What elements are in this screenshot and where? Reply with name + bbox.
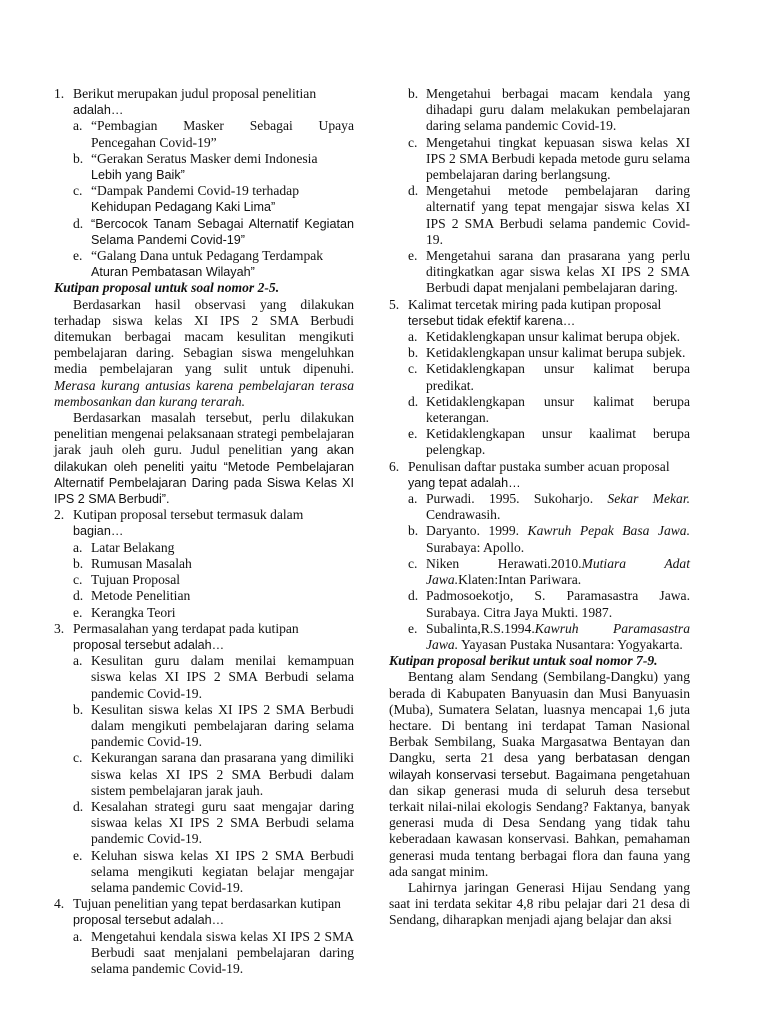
question-1 — [54, 86, 354, 118]
option-text: Tujuan Proposal — [91, 572, 181, 588]
option-text: Mengetahui tingkat kepuasan siswa kelas XI IPS 2 SMA Berbudi kepada metode guru selama pembelajaran daring berlangsung. — [426, 134, 690, 183]
question-stem: Berikut merupakan judul proposal penelitian — [73, 86, 317, 101]
option-letter: b. — [408, 523, 419, 539]
option-text: Ketidaklengkapan unsur kalimat berupa predikat. — [426, 361, 690, 393]
question-stem-cont: yang tepat adalah… — [408, 475, 521, 490]
option-letter: d. — [73, 215, 84, 231]
option-3a — [73, 653, 354, 702]
option-4c — [408, 135, 690, 184]
option-text: Ketidaklengkapan unsur kalimat berupa subjek. — [426, 345, 686, 361]
passage-text-b: Bagaimana pengetahuan dan sikap generasi muda di seluruh desa tersebut terkait nilai-nilai ekologis Sendang? Faktanya, banyak generasi muda di Desa Sendang yang tidak tahu keberadaan kawasan konservasi. Bahkan, pemahaman generasi muda tentang berbagai flora dan fauna yang ada sangat minim. — [389, 766, 690, 879]
option-letter: c. — [408, 555, 418, 571]
option-text: Mengetahui kendala siswa kelas XI IPS 2 SMA Berbudi saat menjalani pembelajaran daring selama pandemic Covid-19. — [91, 928, 354, 976]
reference-publisher: Yayasan Pustaka Nusantara: Yogyakarta. — [461, 636, 683, 652]
option-2c — [73, 572, 354, 588]
option-5b — [408, 345, 690, 361]
question-number: 4. — [54, 896, 65, 912]
option-3e — [73, 848, 354, 897]
question-number: 6. — [389, 458, 400, 474]
question-stem-cont: proposal tersebut adalah… — [73, 637, 225, 652]
quote-text: Berdasarkan masalah tersebut, perlu dilakukan penelitian mengenai pelaksanaan strategi pembelajaran jarak jauh oleh guru. Judul penelitian — [54, 410, 354, 458]
option-5a — [408, 329, 690, 345]
option-text: Ketidaklengkapan unsur kaalimat berupa pelengkap. — [426, 426, 690, 458]
option-letter: a. — [73, 539, 83, 555]
quote-paragraph-2 — [54, 410, 354, 507]
reference-title: Mutiara Adat Jawa. — [426, 555, 690, 588]
option-letter: e. — [73, 847, 83, 863]
option-letter: c. — [73, 183, 83, 199]
reference-publisher: Surabaya: Apollo. — [426, 539, 525, 555]
option-1d — [73, 216, 354, 248]
reference-title: Sekar Mekar. — [607, 491, 690, 507]
option-text: Mengetahui sarana dan prasarana yang perlu ditingkatkan agar siswa kelas XI IPS 2 SMA Berbudi dapat menjalani pembelajaran daring. — [426, 248, 690, 296]
option-text: Kesalahan strategi guru saat mengajar daring siswaa kelas XI IPS 2 SMA Berbudi selama pandemic Covid-19. — [91, 798, 354, 847]
reference-publisher: Klaten:Intan Pariwara. — [458, 572, 582, 588]
reference-title: Kawruh Paramasastra Jawa. — [426, 620, 690, 652]
option-3d — [73, 799, 354, 848]
question-4 — [54, 896, 354, 928]
option-text: Ketidaklengkapan unsur kalimat berupa objek. — [426, 329, 681, 345]
option-letter: e. — [73, 604, 83, 620]
passage-paragraph-1 — [389, 669, 690, 880]
quote-paragraph-1 — [54, 297, 354, 410]
question-stem: Tujuan penelitian yang tepat berdasarkan kutipan — [73, 896, 341, 912]
passage-text-cont: yang berbatasan dengan wilayah konservasi tersebut. — [389, 751, 690, 782]
option-letter: d. — [408, 588, 419, 604]
option-letter: a. — [73, 653, 83, 669]
option-letter: e. — [73, 248, 83, 264]
question-number: 3. — [54, 620, 65, 636]
quote-text-cont: yang akan dilakukan oleh peneliti yaitu “Metode Pembelajaran Alternatif Pembelajaran Daring pada Siswa Kelas XI IPS 2 SMA Berbudi”. — [54, 443, 354, 507]
question-stem: Permasalahan yang terdapat pada kutipan — [73, 620, 299, 636]
quote-heading-7-9: Kutipan proposal berikut untuk soal nomor 7-9. — [389, 653, 658, 669]
option-3c — [73, 750, 354, 799]
option-1a — [73, 118, 354, 150]
question-stem: Kalimat tercetak miring pada kutipan proposal — [408, 296, 662, 312]
option-letter: b. — [408, 345, 419, 361]
option-5c — [408, 361, 690, 393]
option-text: Rumusan Masalah — [91, 555, 192, 571]
option-text: Metode Penelitian — [91, 588, 191, 604]
option-letter: a. — [73, 118, 83, 134]
reference-publisher: Cendrawasih. — [426, 507, 501, 523]
question-stem: Penulisan daftar pustaka sumber acuan proposal — [408, 458, 670, 474]
option-text: Keluhan siswa kelas XI IPS 2 SMA Berbudi selama mengikuti kegiatan belajar mengajar selama pandemic Covid-19. — [91, 847, 354, 895]
option-text: Mengetahui berbagai macam kendala yang dihadapi guru dalam melakukan pembelajaran daring selama pandemic Covid-19. — [426, 86, 690, 134]
question-3 — [54, 621, 354, 653]
question-stem-cont: bagian… — [73, 524, 124, 539]
option-1c — [73, 183, 354, 215]
reference-text: Daryanto. 1999. — [426, 523, 520, 539]
option-6a — [408, 491, 690, 523]
option-2b — [73, 556, 354, 572]
option-text: Kesulitan siswa kelas XI IPS 2 SMA Berbudi dalam mengikuti pembelajaran daring selama pandemic Covid-19. — [91, 701, 354, 750]
option-6d — [408, 588, 690, 620]
reference-text: Purwadi. 1995. Sukoharjo. — [426, 491, 594, 507]
option-letter: d. — [73, 798, 84, 814]
option-letter: d. — [408, 183, 419, 199]
option-text: Latar Belakang — [91, 539, 175, 555]
option-letter: e. — [408, 620, 418, 636]
option-text: Kesulitan guru dalam menilai kemampuan siswa kelas XI IPS 2 SMA Berbudi selama pandemic Covid-19. — [91, 653, 354, 701]
option-letter: b. — [73, 150, 84, 166]
question-number: 2. — [54, 507, 65, 523]
option-text-cont: Lebih yang Baik” — [91, 168, 185, 183]
reference-text: Subalinta,R.S.1994. — [426, 620, 535, 636]
option-text: Ketidaklengkapan unsur kalimat berupa keterangan. — [426, 393, 690, 426]
option-letter: b. — [73, 701, 84, 717]
option-letter: c. — [408, 134, 418, 150]
option-4e — [408, 248, 690, 297]
option-letter: a. — [73, 928, 83, 944]
option-text: Kekurangan sarana dan prasarana yang dimiliki siswa kelas XI IPS 2 SMA Berbudi dalam sistem pembelajaran jarak jauh. — [91, 750, 354, 798]
question-stem-cont: tersebut tidak efektif karena… — [408, 313, 576, 328]
option-6e — [408, 621, 690, 653]
option-letter: c. — [73, 750, 83, 766]
option-text: “Dampak Pandemi Covid-19 terhadap — [91, 183, 300, 199]
right-column — [389, 86, 690, 929]
option-5d — [408, 394, 690, 426]
option-2d — [73, 588, 354, 604]
option-4d — [408, 183, 690, 248]
italic-sentence: Merasa kurang antusias karena pembelajaran terasa membosankan dan kurang terarah. — [54, 377, 354, 409]
option-4b — [408, 86, 690, 135]
question-stem-cont: proposal tersebut adalah… — [73, 913, 225, 928]
option-letter: d. — [73, 588, 84, 604]
question-number: 5. — [389, 296, 400, 312]
option-text-cont: Aturan Pembatasan Wilayah” — [91, 265, 255, 280]
option-2a — [73, 540, 354, 556]
reference-text: Niken Herawati.2010. — [426, 555, 582, 571]
option-text: “Galang Dana untuk Pedagang Terdampak — [91, 248, 324, 264]
question-6 — [389, 459, 690, 491]
left-column — [54, 86, 354, 977]
option-letter: c. — [408, 361, 418, 377]
passage-paragraph-2: Lahirnya jaringan Generasi Hijau Sendang yang saat ini terdata sekitar 4,8 ribu pelajar dari 21 desa di Sendang, diharapkan menjadi ajang belajar dan aksi — [389, 879, 690, 928]
option-text: Kerangka Teori — [91, 604, 176, 620]
option-text: “Bercocok Tanam Sebagai Alternatif Kegiatan Selama Pandemi Covid-19” — [91, 216, 354, 247]
option-letter: c. — [73, 572, 83, 588]
option-letter: e. — [408, 248, 418, 264]
option-1b — [73, 151, 354, 183]
option-4a — [73, 929, 354, 978]
question-number: 1. — [54, 86, 65, 101]
option-6c — [408, 556, 690, 588]
question-stem: Kutipan proposal tersebut termasuk dalam — [73, 507, 304, 523]
option-2e — [73, 605, 354, 621]
reference-title: Kawruh Pepak Basa Jawa. — [527, 523, 691, 539]
question-2 — [54, 507, 354, 539]
option-1e — [73, 248, 354, 280]
option-text: Mengetahui metode pembelajaran daring alternatif yang tepat mengajar siswa kelas XI IPS 2 SMA Berbudi selama pandemic Covid-19. — [426, 183, 690, 247]
option-5e — [408, 426, 690, 458]
option-text-cont: Kehidupan Pedagang Kaki Lima” — [91, 200, 276, 215]
option-letter: e. — [408, 426, 418, 442]
option-letter: d. — [408, 393, 419, 409]
question-stem-cont: adalah… — [73, 103, 124, 118]
option-letter: b. — [73, 555, 84, 571]
quote-heading-2-5: Kutipan proposal untuk soal nomor 2-5. — [54, 280, 280, 296]
option-text: “Gerakan Seratus Masker demi Indonesia — [91, 150, 318, 166]
option-letter: a. — [408, 329, 418, 345]
option-letter: b. — [408, 86, 419, 101]
reference-text: Padmosoekotjo, S. Paramasastra Jawa. Surabaya. Citra Jaya Mukti. 1987. — [426, 588, 690, 620]
passage-text: Bentang alam Sendang (Sembilang-Dangku) yang berada di Kabupaten Banyuasin dan Musi Banyuasin (Muba), Sumatera Selatan, luasnya mencapai 1,6 juta hectare. Di bentang ini terdapat Taman Nasional Berbak Sembilang, Suaka Margasatwa Bentayan dan Dangku, serta 21 desa — [389, 669, 690, 766]
option-text: “Pembagian Masker Sebagai Upaya Pencegahan Covid-19” — [91, 118, 354, 150]
option-6b — [408, 523, 690, 555]
option-letter: a. — [408, 491, 418, 507]
option-3b — [73, 702, 354, 751]
question-5 — [389, 297, 690, 329]
quote-text: Berdasarkan hasil observasi yang dilakukan terhadap siswa kelas XI IPS 2 SMA Berbudi ditemukan berbagai macam kesulitan mengikuti pembelajaran daring. Sebagian siswa mengeluhkan media pembelajaran yang sulit untuk dipenuhi. — [54, 296, 354, 377]
